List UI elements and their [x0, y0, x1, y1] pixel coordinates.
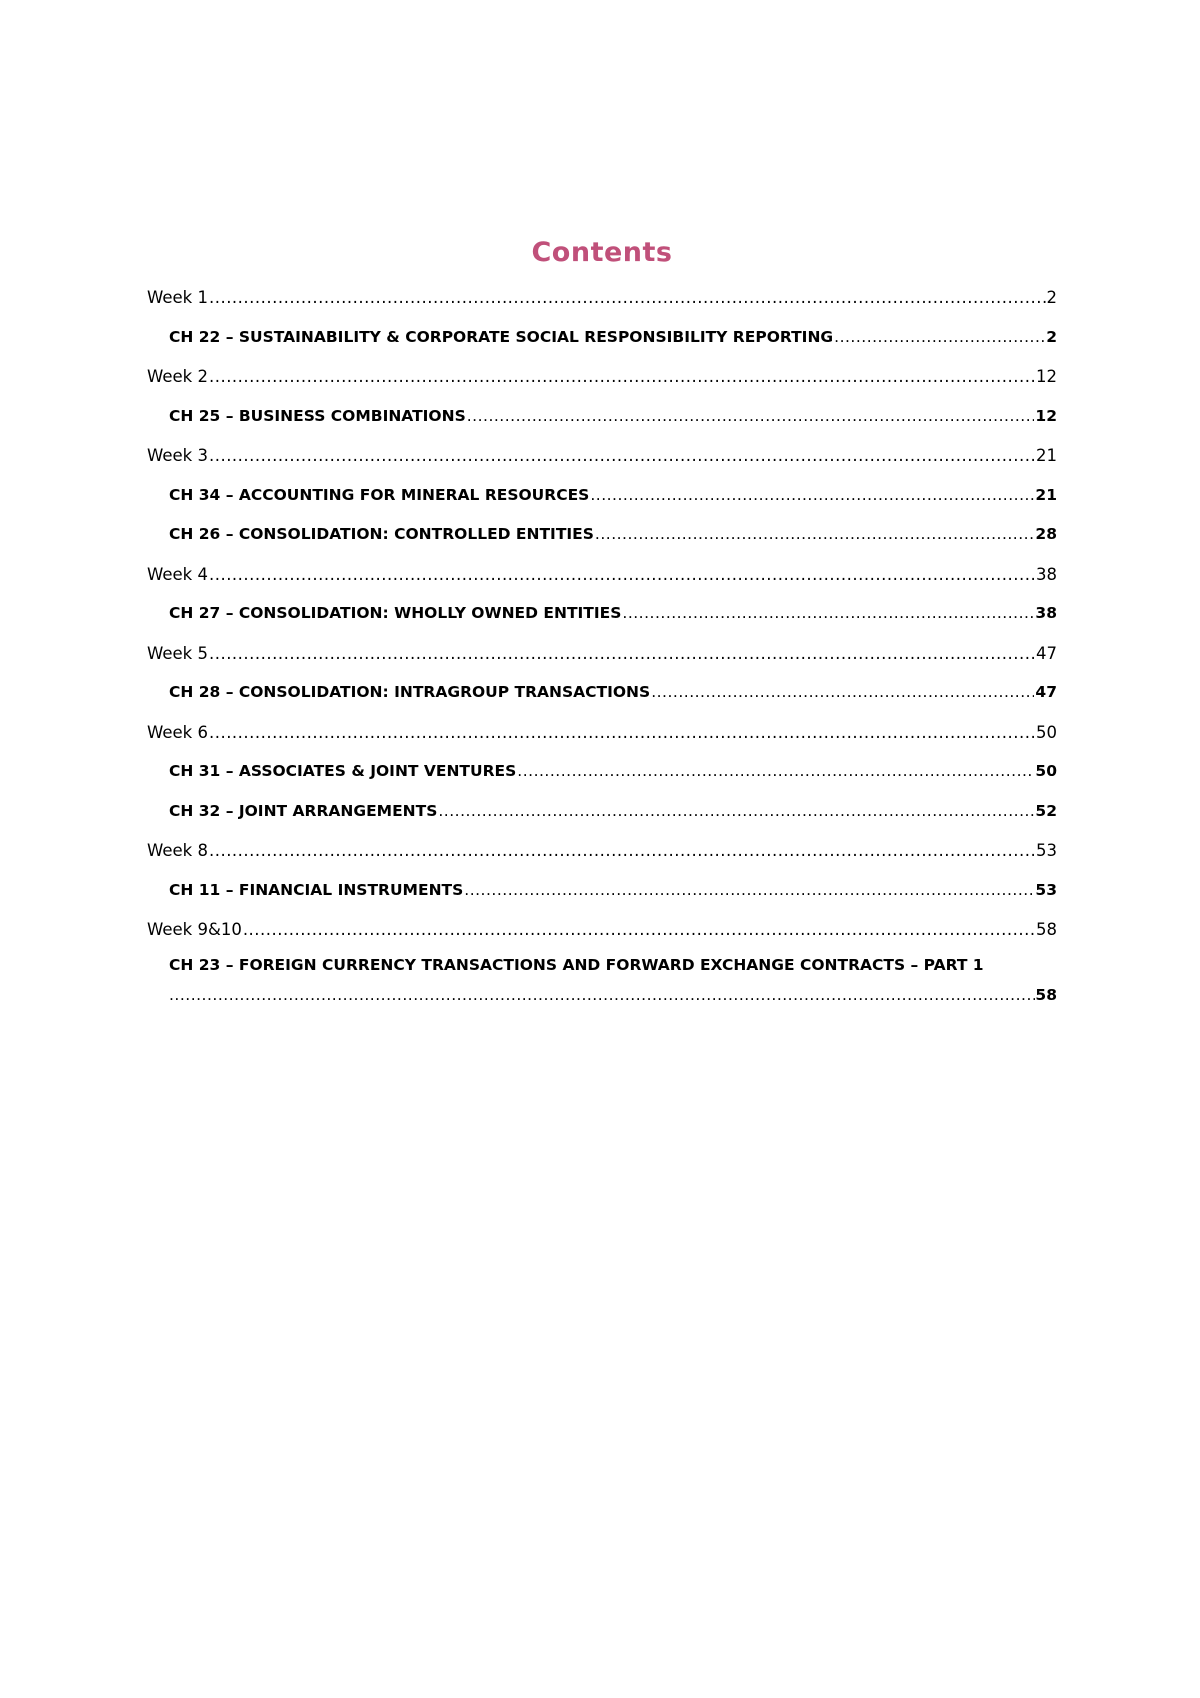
- toc-entry-week-6[interactable]: [147, 713, 1057, 753]
- toc-leader-dots: [209, 713, 1035, 753]
- toc-leader-dots: [209, 278, 1046, 318]
- toc-entry-ch-22[interactable]: [147, 318, 1057, 358]
- toc-entry-page: 2: [1046, 288, 1057, 307]
- toc-entry-week-2[interactable]: [147, 357, 1057, 397]
- toc-entry-label: Week 9&10: [147, 920, 242, 939]
- toc-entry-page: 53: [1035, 880, 1057, 899]
- toc-entry-label: CH 32 – JOINT ARRANGEMENTS: [169, 801, 438, 820]
- toc-leader-dots: [209, 436, 1035, 476]
- toc-entry-label: Week 8: [147, 841, 208, 860]
- toc-entry-ch-34[interactable]: [147, 476, 1057, 516]
- toc-leader-dots: [438, 792, 1034, 832]
- toc-entry-page: 53: [1036, 841, 1057, 860]
- toc-entry-label: Week 1: [147, 288, 208, 307]
- toc-leader-dots: [209, 357, 1035, 397]
- toc-entry-week-8[interactable]: [147, 831, 1057, 871]
- toc-entry-label: CH 22 – SUSTAINABILITY & CORPORATE SOCIAL RESPONSIBILITY REPORTING: [169, 327, 834, 346]
- toc-leader-dots: [209, 555, 1035, 595]
- toc-leader-dots: [243, 910, 1035, 950]
- toc-entry-ch-27[interactable]: [147, 594, 1057, 634]
- toc-leader-dots: [590, 476, 1034, 516]
- toc-leader-dots: [209, 634, 1035, 674]
- toc-entry-continuation: [169, 980, 1057, 1010]
- toc-leader-dots: [467, 397, 1035, 437]
- toc-entry-ch-28[interactable]: [147, 673, 1057, 713]
- toc-entry-label: CH 28 – CONSOLIDATION: INTRAGROUP TRANSACTIONS: [169, 683, 651, 701]
- toc-entry-ch-31[interactable]: [147, 752, 1057, 792]
- toc-entry-ch-23[interactable]: [147, 950, 1057, 1010]
- toc-entry-label: CH 31 – ASSOCIATES & JOINT VENTURES: [169, 762, 517, 780]
- toc-entry-page: 47: [1036, 643, 1057, 663]
- toc-entry-ch-11[interactable]: [147, 871, 1057, 911]
- toc-entry-week-9-10[interactable]: [147, 910, 1057, 950]
- toc-leader-dots: [834, 318, 1045, 358]
- toc-entry-page: 38: [1035, 604, 1057, 622]
- toc-entry-page: 21: [1035, 485, 1057, 504]
- toc-entry-page: 47: [1035, 683, 1057, 701]
- table-of-contents: [147, 228, 1057, 1010]
- toc-entry-label: Week 5: [147, 643, 208, 663]
- toc-leader-dots: [169, 980, 1035, 1010]
- toc-entry-label: CH 25 – BUSINESS COMBINATIONS: [169, 406, 466, 425]
- toc-entry-ch-32[interactable]: [147, 792, 1057, 832]
- toc-entry-page: 12: [1035, 406, 1057, 425]
- toc-entry-page: 28: [1035, 525, 1057, 543]
- toc-entry-week-4[interactable]: [147, 555, 1057, 595]
- toc-entry-label: CH 34 – ACCOUNTING FOR MINERAL RESOURCES: [169, 485, 590, 504]
- toc-entry-week-3[interactable]: [147, 436, 1057, 476]
- toc-title: Contents: [531, 237, 673, 268]
- toc-entry-page: 2: [1046, 327, 1057, 346]
- toc-entry-label: CH 11 – FINANCIAL INSTRUMENTS: [169, 880, 464, 899]
- toc-leader-dots: [517, 752, 1034, 792]
- toc-entry-page: 50: [1035, 762, 1057, 780]
- toc-leader-dots: [651, 673, 1034, 713]
- toc-leader-dots: [209, 831, 1035, 871]
- toc-entry-page: 52: [1035, 801, 1057, 820]
- toc-entry-page: 58: [1035, 985, 1057, 1004]
- toc-entry-label: Week 2: [147, 367, 208, 386]
- toc-leader-dots: [595, 515, 1035, 555]
- toc-leader-dots: [622, 594, 1034, 634]
- toc-entry-page: 38: [1036, 564, 1057, 584]
- toc-entry-page: 21: [1036, 446, 1057, 465]
- toc-entry-label: CH 26 – CONSOLIDATION: CONTROLLED ENTITIES: [169, 525, 594, 543]
- toc-leader-dots: [464, 871, 1034, 911]
- toc-entry-label: CH 23 – FOREIGN CURRENCY TRANSACTIONS AND FORWARD EXCHANGE CONTRACTS – PART 1: [169, 955, 984, 974]
- toc-entry-page: 58: [1036, 920, 1057, 939]
- toc-entry-ch-26[interactable]: [147, 515, 1057, 555]
- toc-entry-label: CH 27 – CONSOLIDATION: WHOLLY OWNED ENTITIES: [169, 604, 622, 622]
- toc-entry-week-5[interactable]: [147, 634, 1057, 674]
- toc-entry-page: 50: [1036, 722, 1057, 742]
- toc-entry-page: 12: [1036, 367, 1057, 386]
- toc-entry-label: Week 4: [147, 564, 208, 584]
- toc-entry-week-1[interactable]: [147, 278, 1057, 318]
- toc-entry-label: Week 6: [147, 722, 208, 742]
- toc-entry-label: Week 3: [147, 446, 208, 465]
- toc-entry-ch-25[interactable]: [147, 397, 1057, 437]
